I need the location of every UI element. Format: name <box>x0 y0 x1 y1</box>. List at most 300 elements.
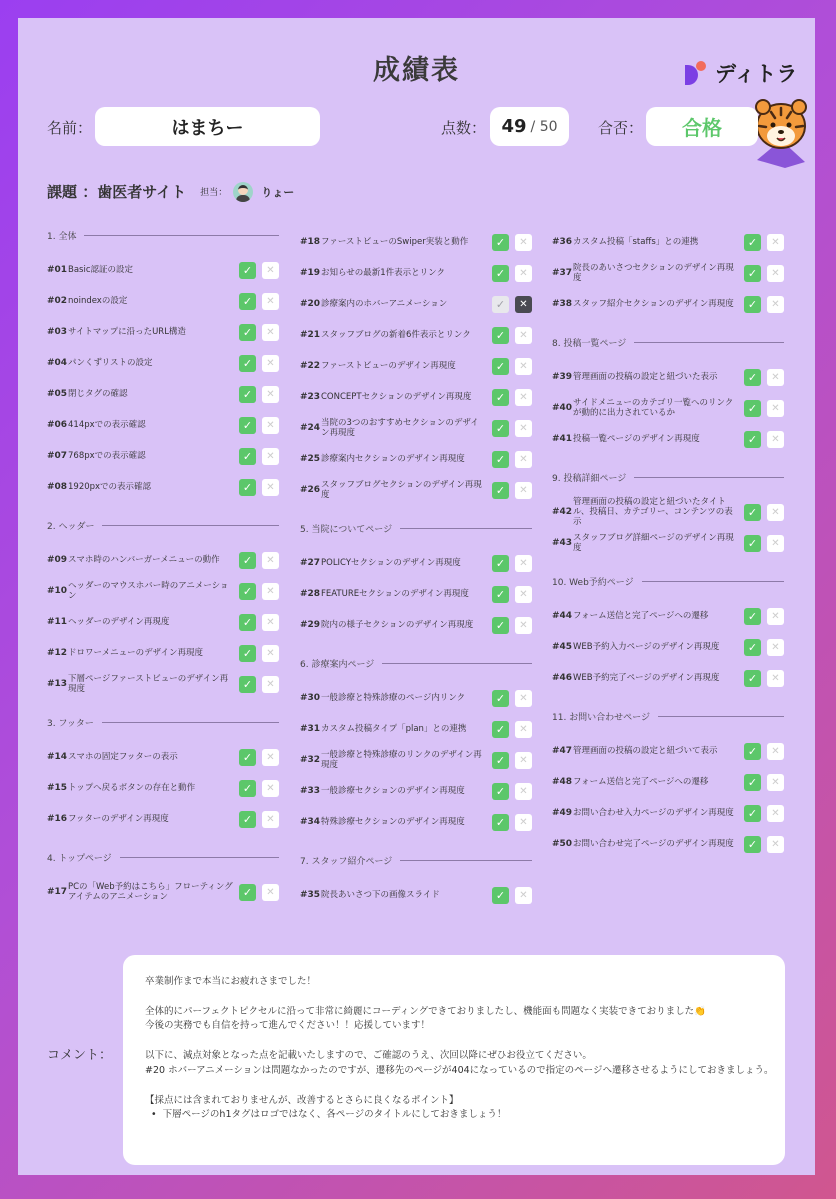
item-label: 768pxでの表示確認 <box>68 450 146 461</box>
item-label: スタッフブログ詳細ページのデザイン再現度 <box>573 532 734 553</box>
item-label: 院長あいさつ下の画像スライド <box>321 889 440 900</box>
section-title: 8. 投稿一覧ページ <box>552 338 627 349</box>
checklist-item <box>300 321 532 349</box>
brand-mark-icon <box>685 61 707 85</box>
item-number: #12 <box>47 648 68 658</box>
checklist-item <box>47 442 279 470</box>
item-number: #43 <box>552 538 573 548</box>
pass-check-icon: ✓ <box>492 327 509 344</box>
score-field <box>490 107 569 146</box>
checklist-item <box>552 498 784 526</box>
item-label: PCの「Web予約はこちら」フローティングアイテムのアニメーション <box>68 881 233 902</box>
item-label: サイドメニューのカテゴリ一覧へのリンクが動的に出力されているか <box>573 397 734 418</box>
pass-check-icon: ✓ <box>744 639 761 656</box>
fail-cross-icon: ✕ <box>515 482 532 499</box>
fail-cross-icon: ✕ <box>767 504 784 521</box>
fail-cross-icon: ✕ <box>262 645 279 662</box>
fail-cross-icon: ✕ <box>515 887 532 904</box>
pass-check-icon: ✓ <box>239 583 256 600</box>
fail-cross-icon: ✕ <box>515 814 532 831</box>
pass-check-icon: ✓ <box>239 884 256 901</box>
section-divider <box>634 342 784 343</box>
checklist-item <box>47 577 279 605</box>
fail-cross-icon: ✕ <box>515 451 532 468</box>
fail-cross-icon: ✕ <box>767 265 784 282</box>
pass-check-icon: ✓ <box>239 780 256 797</box>
comment-line: 以下に、減点対象となった点を記載いたしますので、ご確認のうえ、次回以降にぜひお役立てください。 <box>145 1050 592 1062</box>
section-divider <box>120 857 279 858</box>
pass-check-icon: ✓ <box>239 676 256 693</box>
item-number: #50 <box>552 839 573 849</box>
item-label: 閉じタグの確認 <box>68 388 128 399</box>
pass-check-icon: ✓ <box>492 234 509 251</box>
section-heading <box>552 335 784 349</box>
fail-cross-icon: ✕ <box>767 234 784 251</box>
item-label: Basic認証の設定 <box>68 264 134 275</box>
item-label: 一般診療と特殊診療のページ内リンク <box>321 692 466 703</box>
pass-check-icon: ✓ <box>492 451 509 468</box>
checklist-item <box>552 799 784 827</box>
checklist-item <box>47 287 279 315</box>
checklist-item <box>47 349 279 377</box>
score-value: 49 <box>501 116 527 137</box>
checklist-item <box>300 549 532 577</box>
section-divider <box>400 860 532 861</box>
comment-spacer <box>145 1034 763 1049</box>
fail-cross-icon: ✕ <box>515 265 532 282</box>
fail-cross-icon: ✕ <box>767 431 784 448</box>
checklist-item <box>47 743 279 771</box>
pass-check-icon: ✓ <box>239 614 256 631</box>
pass-check-icon: ✓ <box>239 324 256 341</box>
fail-cross-icon: ✕ <box>262 583 279 600</box>
checklist-item <box>552 633 784 661</box>
item-number: #11 <box>47 617 68 627</box>
pass-check-icon: ✓ <box>239 811 256 828</box>
checklist-item <box>47 608 279 636</box>
pass-check-icon: ✓ <box>492 555 509 572</box>
brand-name: ディトラ <box>715 62 798 86</box>
pass-check-icon: ✓ <box>492 482 509 499</box>
item-number: #03 <box>47 327 68 337</box>
item-number: #10 <box>47 586 68 596</box>
checklist-item <box>552 363 784 391</box>
fail-cross-icon: ✕ <box>262 262 279 279</box>
item-label: ファーストビューのデザイン再現度 <box>321 360 456 371</box>
result-field: 合格 <box>646 107 758 146</box>
comment-box <box>123 955 785 1165</box>
item-label: 下層ページファーストビューのデザイン再現度 <box>68 673 229 694</box>
pass-check-icon: ✓ <box>239 749 256 766</box>
reviewer-name: りょー <box>261 185 295 199</box>
section-heading <box>47 715 279 729</box>
fail-cross-icon: ✕ <box>262 386 279 403</box>
fail-cross-icon: ✕ <box>515 234 532 251</box>
pass-check-icon: ✓ <box>492 887 509 904</box>
pass-check-icon: ✓ <box>239 355 256 372</box>
fail-cross-icon: ✕ <box>767 836 784 853</box>
fail-cross-icon: ✕ <box>262 749 279 766</box>
item-number: #14 <box>47 752 68 762</box>
item-label: スマホの固定フッターの表示 <box>68 751 178 762</box>
item-label: CONCEPTセクションのデザイン再現度 <box>321 391 472 402</box>
item-label: ヘッダーのマウスホバー時のアニメーション <box>68 580 229 601</box>
fail-cross-icon: ✕ <box>262 811 279 828</box>
item-label: カスタム投稿「staffs」との連携 <box>573 236 699 247</box>
checklist-item <box>300 808 532 836</box>
item-label: 院長のあいさつセクションのデザイン再現度 <box>573 262 734 283</box>
checklist-item <box>300 383 532 411</box>
item-label: お知らせの最新1件表示とリンク <box>321 267 445 278</box>
item-number: #02 <box>47 296 68 306</box>
item-label: フォーム送信と完了ページへの遷移 <box>573 610 709 621</box>
name-label: 名前： <box>47 119 93 137</box>
checklist-item <box>300 290 532 318</box>
item-number: #41 <box>552 434 573 444</box>
item-label: FEATUREセクションのデザイン再現度 <box>321 588 469 599</box>
item-label: 診療案内のホバーアニメーション <box>321 298 448 309</box>
checklist-item <box>552 425 784 453</box>
pass-check-icon: ✓ <box>492 690 509 707</box>
item-label: スタッフ紹介セクションのデザイン再現度 <box>573 298 734 309</box>
fail-cross-icon: ✕ <box>262 417 279 434</box>
item-number: #17 <box>47 887 68 897</box>
fail-cross-icon: ✕ <box>262 676 279 693</box>
pass-check-icon: ✓ <box>239 293 256 310</box>
item-number: #28 <box>300 589 321 599</box>
item-label: 管理画面の投稿の設定と紐づいたタイトル、投稿日、カテゴリー、コンテンツの表示 <box>573 496 733 528</box>
item-label: フォーム送信と完了ページへの遷移 <box>573 776 709 787</box>
fail-cross-icon: ✕ <box>515 752 532 769</box>
item-number: #32 <box>300 755 321 765</box>
section-heading <box>552 709 784 723</box>
checklist-item <box>552 737 784 765</box>
checklist-item <box>552 228 784 256</box>
section-divider <box>658 716 784 717</box>
comment-bullets <box>145 1108 763 1123</box>
item-number: #37 <box>552 268 573 278</box>
checklist-item <box>300 611 532 639</box>
item-label: フッターのデザイン再現度 <box>68 813 169 824</box>
item-label: ファーストビューのSwiper実装と動作 <box>321 236 469 247</box>
checklist-item <box>300 352 532 380</box>
pass-check-icon: ✓ <box>744 369 761 386</box>
pass-check-icon: ✓ <box>492 783 509 800</box>
checklist-item <box>47 546 279 574</box>
fail-cross-icon: ✕ <box>262 552 279 569</box>
fail-cross-icon: ✕ <box>515 586 532 603</box>
checklist-item <box>47 380 279 408</box>
comment-line: 卒業制作まで本当にお疲れさまでした！ <box>145 976 317 987</box>
reviewer-avatar <box>233 182 253 202</box>
item-number: #45 <box>552 642 573 652</box>
fail-cross-icon: ✕ <box>515 690 532 707</box>
pass-check-icon: ✓ <box>492 389 509 406</box>
pass-check-icon: ✓ <box>239 262 256 279</box>
item-number: #40 <box>552 403 573 413</box>
checklist-item <box>300 445 532 473</box>
pass-check-icon: ✓ <box>744 774 761 791</box>
section-title: 10. Web予約ページ <box>552 577 634 588</box>
fail-cross-icon: ✕ <box>515 358 532 375</box>
pass-check-icon: ✓ <box>744 265 761 282</box>
fail-cross-icon: ✕ <box>767 639 784 656</box>
checklist-item <box>552 768 784 796</box>
checklist-item <box>47 411 279 439</box>
item-label: POLICYセクションのデザイン再現度 <box>321 557 461 568</box>
item-number: #04 <box>47 358 68 368</box>
checklist-item <box>47 256 279 284</box>
fail-cross-icon: ✕ <box>767 774 784 791</box>
checklist-item <box>300 228 532 256</box>
item-number: #05 <box>47 389 68 399</box>
item-number: #36 <box>552 237 573 247</box>
section-title: 2. ヘッダー <box>47 521 95 532</box>
score-total: / 50 <box>530 118 558 135</box>
checklist-item <box>300 715 532 743</box>
item-label: ドロワーメニューのデザイン再現度 <box>68 647 203 658</box>
item-label: 1920pxでの表示確認 <box>68 481 152 492</box>
section-divider <box>634 477 784 478</box>
checklist-item <box>47 670 279 698</box>
item-label: カスタム投稿タイプ「plan」との連携 <box>321 723 467 734</box>
item-number: #33 <box>300 786 321 796</box>
pass-check-icon: ✓ <box>744 535 761 552</box>
section-heading <box>47 518 279 532</box>
item-number: #13 <box>47 679 68 689</box>
checklist-item <box>552 394 784 422</box>
checklist-item <box>552 290 784 318</box>
section-title: 4. トップページ <box>47 853 112 864</box>
item-label: 当院の3つのおすすめセクションのデザイン再現度 <box>321 417 479 438</box>
section-heading <box>47 850 279 864</box>
pass-check-icon: ✓ <box>744 670 761 687</box>
checklist-item <box>552 602 784 630</box>
comment-line: 全体的にパーフェクトピクセルに沿って非常に綺麗にコーディングできておりましたし、機能面も問題なく実装できておりました👏 <box>145 1005 706 1017</box>
checklist-item <box>300 777 532 805</box>
item-number: #44 <box>552 611 573 621</box>
pass-check-icon: ✓ <box>744 805 761 822</box>
pass-check-icon: ✓ <box>492 814 509 831</box>
item-label: 特殊診療セクションのデザイン再現度 <box>321 816 465 827</box>
fail-cross-icon: ✕ <box>262 448 279 465</box>
section-heading <box>300 853 532 867</box>
pass-check-icon: ✓ <box>239 386 256 403</box>
section-divider <box>84 235 279 236</box>
checklist-item <box>300 881 532 909</box>
fail-cross-icon: ✕ <box>515 617 532 634</box>
fail-cross-icon: ✕ <box>262 884 279 901</box>
checklist-item <box>552 664 784 692</box>
section-divider <box>382 663 532 664</box>
fail-cross-icon: ✕ <box>515 783 532 800</box>
item-number: #25 <box>300 454 321 464</box>
score-label: 点数： <box>441 119 487 137</box>
pass-check-icon: ✓ <box>492 586 509 603</box>
brand-logo <box>685 58 797 88</box>
item-label: パンくずリストの設定 <box>68 357 153 368</box>
item-label: 診療案内セクションのデザイン再現度 <box>321 453 465 464</box>
fail-cross-icon: ✕ <box>515 721 532 738</box>
checklist-item <box>552 529 784 557</box>
item-label: 投稿一覧ページのデザイン再現度 <box>573 433 700 444</box>
item-number: #01 <box>47 265 68 275</box>
pass-check-icon: ✓ <box>744 836 761 853</box>
item-number: #42 <box>552 507 573 517</box>
item-label: 414pxでの表示確認 <box>68 419 146 430</box>
item-number: #21 <box>300 330 321 340</box>
pass-check-icon: ✓ <box>492 296 509 313</box>
pass-check-icon: ✓ <box>492 752 509 769</box>
item-label: サイトマップに沿ったURL構造 <box>68 326 186 337</box>
item-label: スタッフブログセクションのデザイン再現度 <box>321 479 482 500</box>
fail-cross-icon: ✕ <box>767 805 784 822</box>
item-label: 一般診療セクションのデザイン再現度 <box>321 785 465 796</box>
pass-check-icon: ✓ <box>239 645 256 662</box>
fail-cross-icon: ✕ <box>767 400 784 417</box>
fail-cross-icon: ✕ <box>262 780 279 797</box>
section-heading <box>552 574 784 588</box>
checklist-item <box>552 259 784 287</box>
comment-bullet: • 下層ページのh1タグはロゴではなく、各ページのタイトルにしておきましょう！ <box>151 1108 763 1123</box>
reviewer-label: 担当： <box>200 188 228 198</box>
section-title: 3. フッター <box>47 718 94 729</box>
comment-line: 今後の実務でも自信を持って進んでください！！応援しています！ <box>145 1020 431 1032</box>
student-name-field: はまちー <box>95 107 320 146</box>
item-label: WEB予約完了ページのデザイン再現度 <box>573 672 720 683</box>
item-number: #16 <box>47 814 68 824</box>
tiger-mascot-icon <box>751 96 811 168</box>
checklist-item <box>47 878 279 906</box>
checklist-item <box>300 259 532 287</box>
comment-line: #20 ホバーアニメーションは問題なかったのですが、遷移先のページが404になっているので指定のページへ遷移させるようにしておきましょう。 <box>145 1064 774 1076</box>
pass-check-icon: ✓ <box>239 552 256 569</box>
item-label: お問い合わせ入力ページのデザイン再現度 <box>573 807 734 818</box>
item-number: #07 <box>47 451 68 461</box>
pass-check-icon: ✓ <box>492 721 509 738</box>
fail-cross-icon: ✕ <box>262 293 279 310</box>
item-number: #38 <box>552 299 573 309</box>
pass-check-icon: ✓ <box>492 265 509 282</box>
item-number: #22 <box>300 361 321 371</box>
section-divider <box>102 525 279 526</box>
item-label: トップへ戻るボタンの存在と動作 <box>68 782 196 793</box>
fail-cross-icon: ✕ <box>515 389 532 406</box>
item-label: 院内の様子セクションのデザイン再現度 <box>321 619 474 630</box>
checklist-item <box>300 580 532 608</box>
item-number: #48 <box>552 777 573 787</box>
checklist-item <box>47 805 279 833</box>
checklist-item <box>300 476 532 504</box>
section-heading <box>47 228 279 242</box>
fail-cross-icon: ✕ <box>515 555 532 572</box>
checklist-item <box>300 414 532 442</box>
item-number: #49 <box>552 808 573 818</box>
checklist-item <box>47 318 279 346</box>
item-number: #47 <box>552 746 573 756</box>
item-number: #20 <box>300 299 321 309</box>
item-label: 管理画面の投稿の設定と紐づいて表示 <box>573 745 718 756</box>
pass-check-icon: ✓ <box>239 448 256 465</box>
pass-check-icon: ✓ <box>744 743 761 760</box>
comment-line: 【採点には含まれておりませんが、改善するとさらに良くなるポイント】 <box>145 1094 459 1106</box>
item-number: #08 <box>47 482 68 492</box>
section-divider <box>102 722 279 723</box>
section-title: 6. 診療案内ページ <box>300 659 375 670</box>
pass-check-icon: ✓ <box>239 417 256 434</box>
assignment-title: 課題 ：歯医者サイト <box>47 183 187 201</box>
page-title: 成績表 <box>373 55 460 86</box>
item-number: #35 <box>300 890 321 900</box>
pass-check-icon: ✓ <box>744 234 761 251</box>
item-label: お問い合わせ完了ページのデザイン再現度 <box>573 838 734 849</box>
item-label: ヘッダーのデザイン再現度 <box>68 616 170 627</box>
checklist-item <box>47 473 279 501</box>
item-number: #30 <box>300 693 321 703</box>
section-title: 5. 当院についてページ <box>300 524 393 535</box>
fail-cross-icon: ✕ <box>262 324 279 341</box>
section-divider <box>642 581 784 582</box>
fail-cross-icon: ✕ <box>262 355 279 372</box>
section-title: 9. 投稿詳細ページ <box>552 473 627 484</box>
checklist-item <box>552 830 784 858</box>
item-number: #34 <box>300 817 321 827</box>
section-title: 11. お問い合わせページ <box>552 712 650 723</box>
pass-check-icon: ✓ <box>744 504 761 521</box>
fail-cross-icon: ✕ <box>767 743 784 760</box>
item-label: 管理画面の投稿の設定と紐づいた表示 <box>573 371 718 382</box>
fail-cross-icon: ✕ <box>515 327 532 344</box>
section-heading <box>552 470 784 484</box>
fail-cross-icon: ✕ <box>767 670 784 687</box>
checklist-item <box>300 684 532 712</box>
item-number: #46 <box>552 673 573 683</box>
grade-sheet <box>18 18 815 1175</box>
fail-cross-icon: ✕ <box>262 614 279 631</box>
section-divider <box>400 528 532 529</box>
section-title: 1. 全体 <box>47 231 77 242</box>
comment-spacer <box>145 990 763 1005</box>
pass-check-icon: ✓ <box>744 608 761 625</box>
pass-check-icon: ✓ <box>239 479 256 496</box>
item-number: #15 <box>47 783 68 793</box>
checklist-item <box>47 774 279 802</box>
fail-cross-icon: ✕ <box>767 369 784 386</box>
item-number: #06 <box>47 420 68 430</box>
result-label: 合否： <box>598 119 644 137</box>
item-number: #18 <box>300 237 321 247</box>
fail-cross-icon: ✕ <box>515 296 532 313</box>
pass-check-icon: ✓ <box>492 617 509 634</box>
item-number: #29 <box>300 620 321 630</box>
section-title: 7. スタッフ紹介ページ <box>300 856 393 867</box>
comment-label: コメント： <box>47 1048 113 1063</box>
comment-spacer <box>145 1079 763 1094</box>
comment-body <box>145 975 774 1108</box>
item-label: スタッフブログの新着6件表示とリンク <box>321 329 471 340</box>
pass-check-icon: ✓ <box>744 296 761 313</box>
checklist-item <box>47 639 279 667</box>
assignment-header <box>47 181 294 202</box>
item-number: #26 <box>300 485 321 495</box>
fail-cross-icon: ✕ <box>262 479 279 496</box>
item-number: #31 <box>300 724 321 734</box>
item-label: スマホ時のハンバーガーメニューの動作 <box>68 554 220 565</box>
item-number: #09 <box>47 555 68 565</box>
item-number: #19 <box>300 268 321 278</box>
fail-cross-icon: ✕ <box>767 535 784 552</box>
pass-check-icon: ✓ <box>492 420 509 437</box>
